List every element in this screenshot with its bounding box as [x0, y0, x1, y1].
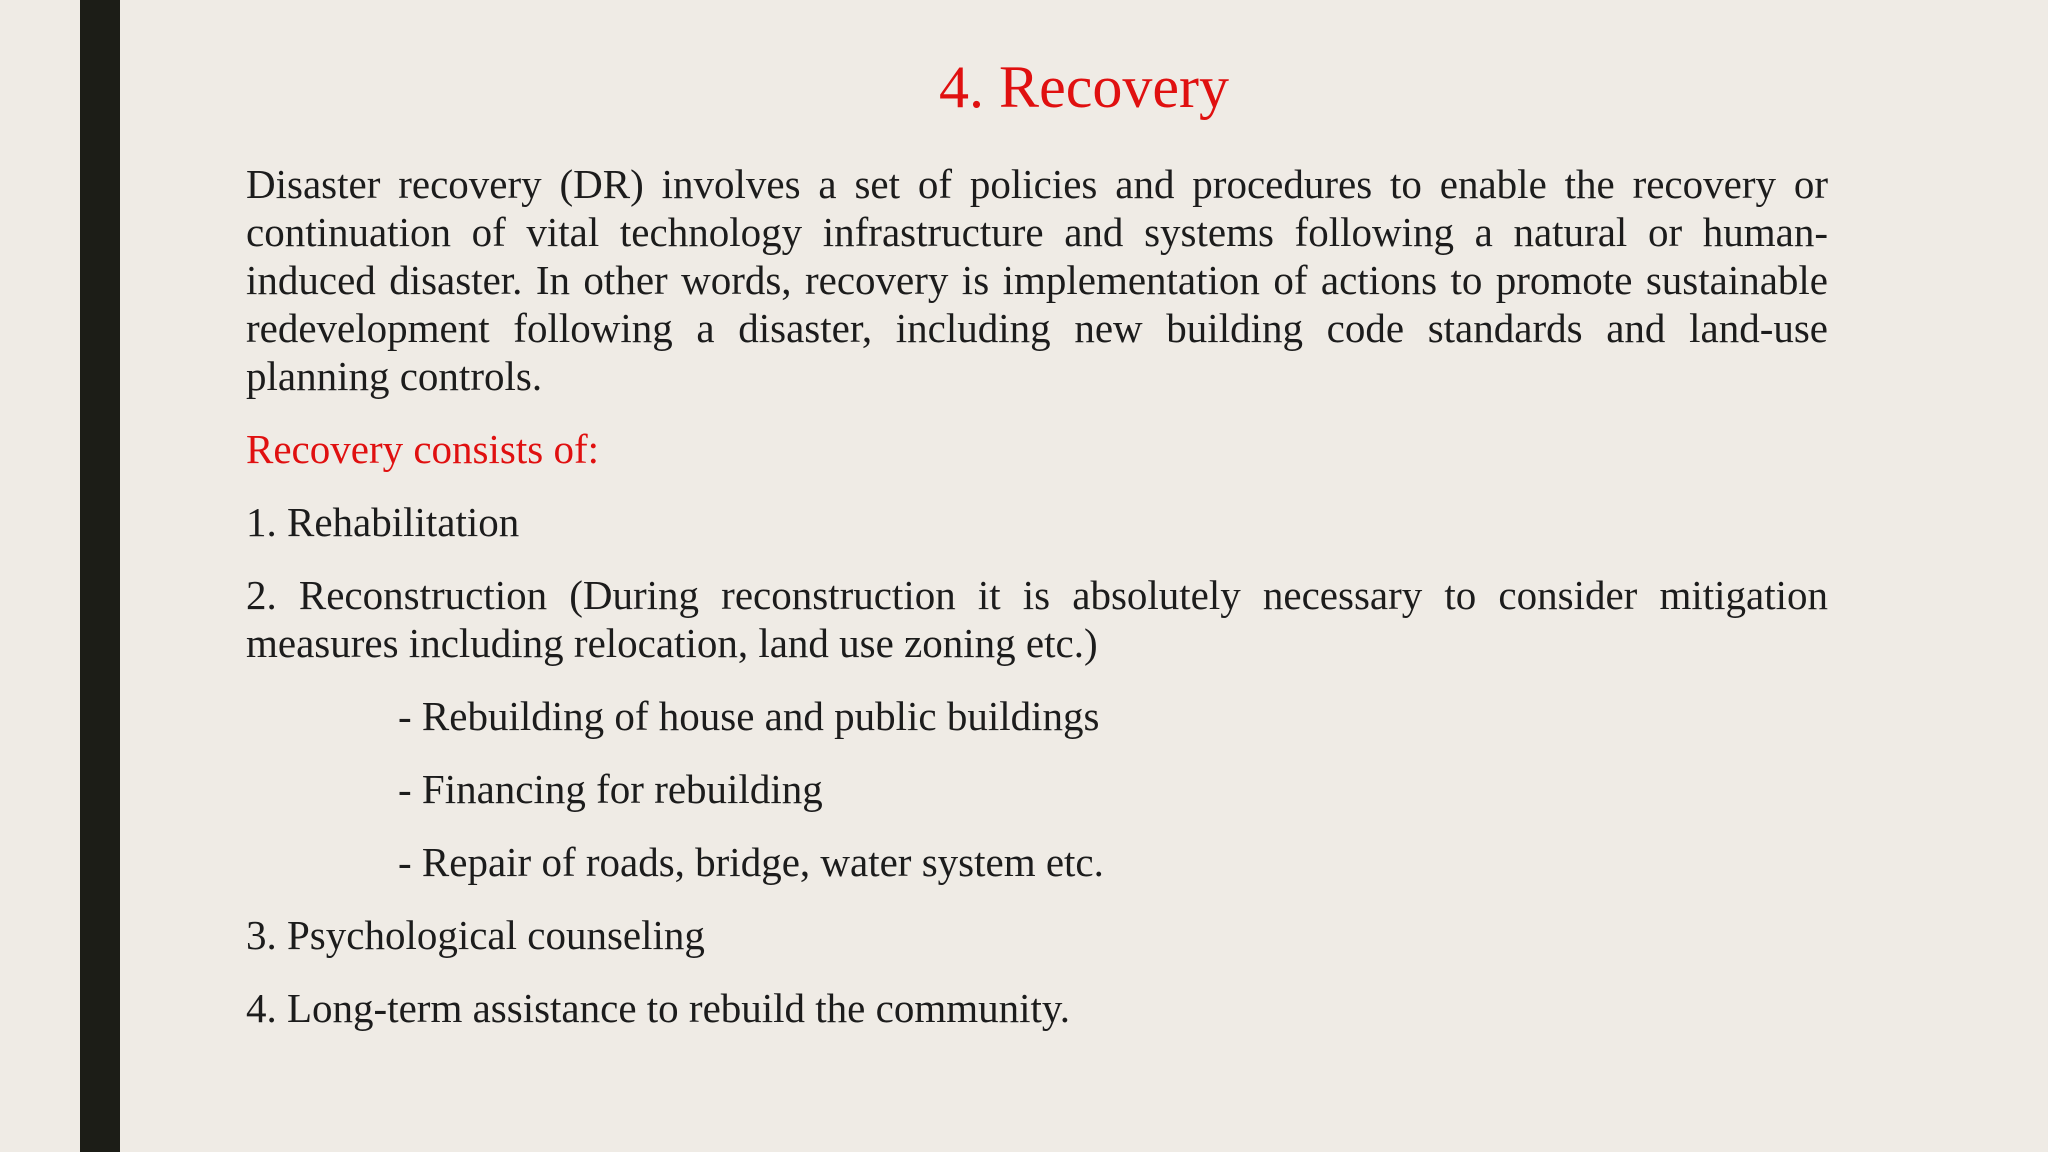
list-item-counseling: 3. Psychological counseling	[246, 912, 705, 958]
list-item-reconstruction: 2. Reconstruction (During reconstruction it is absolutely necessary to consider mitigation measures including relocation, land use zoning etc.)	[246, 572, 1828, 666]
left-accent-bar	[80, 0, 120, 1152]
slide-content	[246, 160, 1828, 1032]
list-item-long-term-assistance: 4. Long-term assistance to rebuild the community.	[246, 985, 1070, 1031]
slide-title: 4. Recovery	[939, 54, 1229, 120]
sub-item-rebuilding: - Rebuilding of house and public buildings	[398, 693, 1100, 739]
subheading: Recovery consists of:	[246, 426, 599, 472]
sub-item-repair: - Repair of roads, bridge, water system etc.	[398, 839, 1104, 885]
list-item-rehabilitation: 1. Rehabilitation	[246, 499, 520, 545]
intro-paragraph: Disaster recovery (DR) involves a set of policies and procedures to enable the recovery or continuation of vital technology infrastructure and systems following a natural or human-induced disaster. In other words, recovery is implementation of actions to promote sustainable redevelopment following a disaster, including new building code standards and land-use planning controls.	[246, 161, 1828, 399]
sub-item-financing: - Financing for rebuilding	[398, 766, 823, 812]
